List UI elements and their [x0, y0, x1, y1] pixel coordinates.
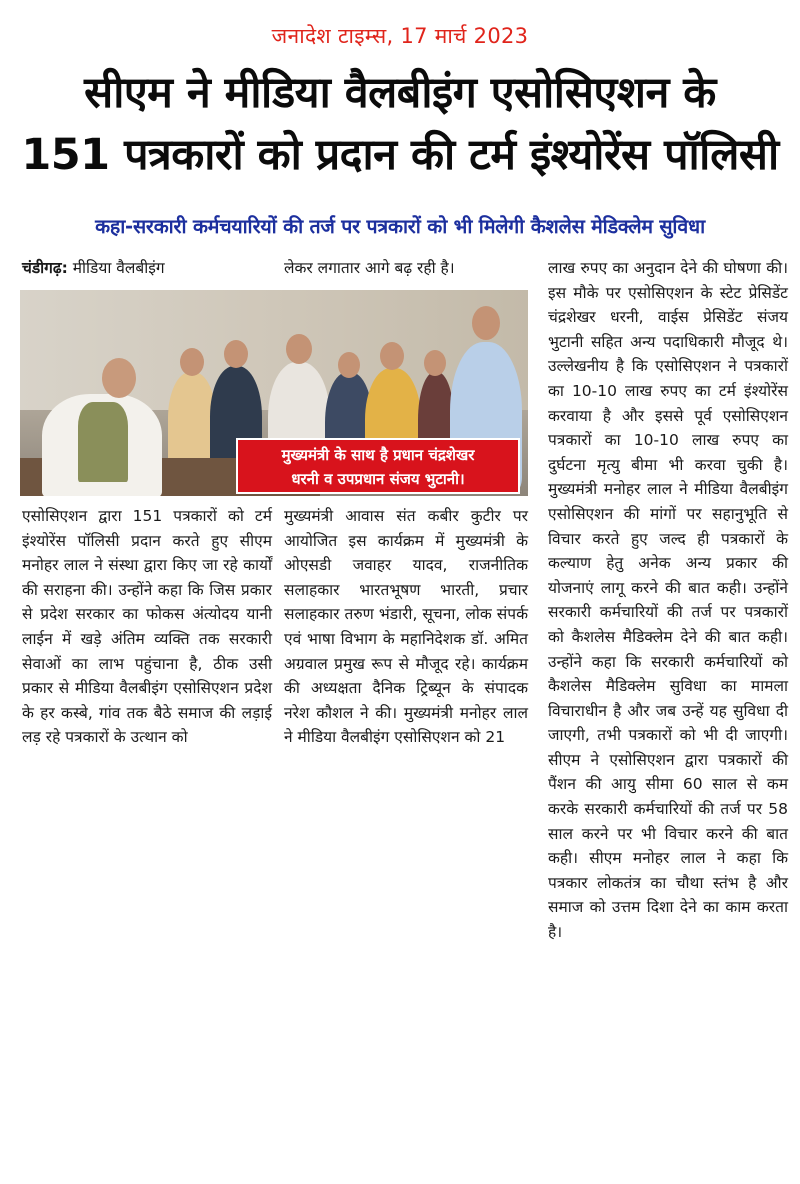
photo-head	[338, 352, 360, 378]
city-dateline: चंडीगढ़:	[22, 259, 68, 277]
photo-head	[224, 340, 248, 368]
photo-caption	[236, 438, 520, 494]
article-column-1-top	[22, 256, 272, 281]
subheadline: कहा-सरकारी कर्मचयारियों की तर्ज पर पत्रकारों को भी मिलेगी कैशलेस मेडिक्लेम सुविधा	[95, 215, 705, 238]
photo-head	[102, 358, 136, 398]
photo-seated-vest	[78, 402, 128, 482]
headline-line-1: सीएम ने मीडिया वैलबीइंग एसोसिएशन के	[84, 68, 716, 118]
photo-head	[472, 306, 500, 340]
article-column-2: मुख्यमंत्री आवास संत कबीर कुटीर पर आयोजित इस कार्यक्रम में मुख्यमंत्री के ओएसडी जवाहर यादव, राजनीतिक सलाहकार भारतभूषण भारती, प्रचार सलाहकार तरुण भंडारी, सूचना, लोक संपर्क एवं भाषा विभाग के महानिदेशक डॉ. अमित अग्रवाल प्रमुख रूप से मौजूद रहे। कार्यक्रम की अध्यक्षता दैनिक ट्रिब्यून के संपादक नरेश कौशल ने की। मुख्यमंत्री मनोहर लाल ने मीडिया वैलबीइंग एसोसिएशन को 21	[284, 507, 528, 747]
photo-head	[424, 350, 446, 376]
headline-line-2: 151 पत्रकारों को प्रदान की टर्म इंश्योरेंस पॉलिसी	[21, 130, 779, 180]
caption-line-1: मुख्यमंत्री के साथ है प्रधान चंद्रशेखर	[281, 446, 475, 464]
dateline: जनादेश टाइम्स, 17 मार्च 2023	[271, 24, 529, 48]
article-column-3: लाख रुपए का अनुदान देने की घोषणा की। इस मौके पर एसोसिएशन के स्टेट प्रेसिडेंट चंद्रशेखर धरनी, वाईस प्रेसिडेंट संजय भुटानी सहित अन्य पदाधिकारी मौजूद थे। उल्लेखनीय है कि एसोसिएशन ने पत्रकारों का 10-10 लाख रुपए का टर्म इंश्योरेंस करवाया है और इससे पूर्व एसोसिएशन पत्रकारों का 10-10 लाख रुपए का दुर्घटना मृत्यु बीमा भी करवा चुकी है। मुख्यमंत्री मनोहर लाल ने मीडिया वैलबीइंग एसोसिएशन की मांगों पर सहानुभूति से विचार करते हुए जल्द ही पत्रकारों के कल्याण हेतु अनेक अन्य प्रकार की योजनाएं लागू करने की बात कही। उन्होंने सरकारी कर्मचारियों की तर्ज पर पत्रकारों को कैशलेस मैडिक्लेम देने की बात कही। उन्होंने कहा कि सरकारी कर्मचारियों को कैशलेस मैडिक्लेम सुविधा का मामला विचाराधीन है और जब उन्हें यह सुविधा दी जाएगी, तभी पत्रकारों को भी दी जाएगी। सीएम ने एसोसिएशन द्वारा पत्रकारों की पैंशन की आयु सीमा 60 साल से कम करके सरकारी कर्मचारियों की तर्ज पर 58 साल करने पर भी विचार करने की बात कही। सीएम मनोहर लाल ने कहा कि पत्रकार लोकतंत्र का चौथा स्तंभ है और समाज को उत्तम दिशा देने का काम करता है।	[548, 259, 788, 942]
photo-head	[180, 348, 204, 376]
column-1-top-text: मीडिया वैलबीइंग	[72, 259, 165, 277]
photo-head	[286, 334, 312, 364]
caption-line-2: धरनी व उपप्रधान संजय भुटानी।	[291, 470, 465, 488]
article-column-1: एसोसिएशन द्वारा 151 पत्रकारों को टर्म इंश्योरेंस पॉलिसी प्रदान करते हुए सीएम मनोहर लाल ने संस्था द्वारा किए जा रहे कार्यों की सराहना की। उन्होंने कहा कि जिस प्रकार से प्रदेश सरकार का फोकस अंत्योदय यानी लाईन में खड़े अंतिम व्यक्ति तक सरकारी सेवाओं का लाभ पहुंचाना है, ठीक उसी प्रकार से मीडिया वैलबीइंग एसोसिएशन प्रदेश के हर कस्बे, गांव तक बैठे समाज की लड़ाई लड़ रहे पत्रकारों के उत्थान को	[22, 507, 272, 747]
article-column-2-top	[284, 256, 528, 281]
photo-person	[168, 372, 216, 472]
photo-head	[380, 342, 404, 370]
headline	[10, 62, 790, 186]
column-2-top-text: लेकर लगातार आगे बढ़ रही है।	[284, 259, 455, 277]
